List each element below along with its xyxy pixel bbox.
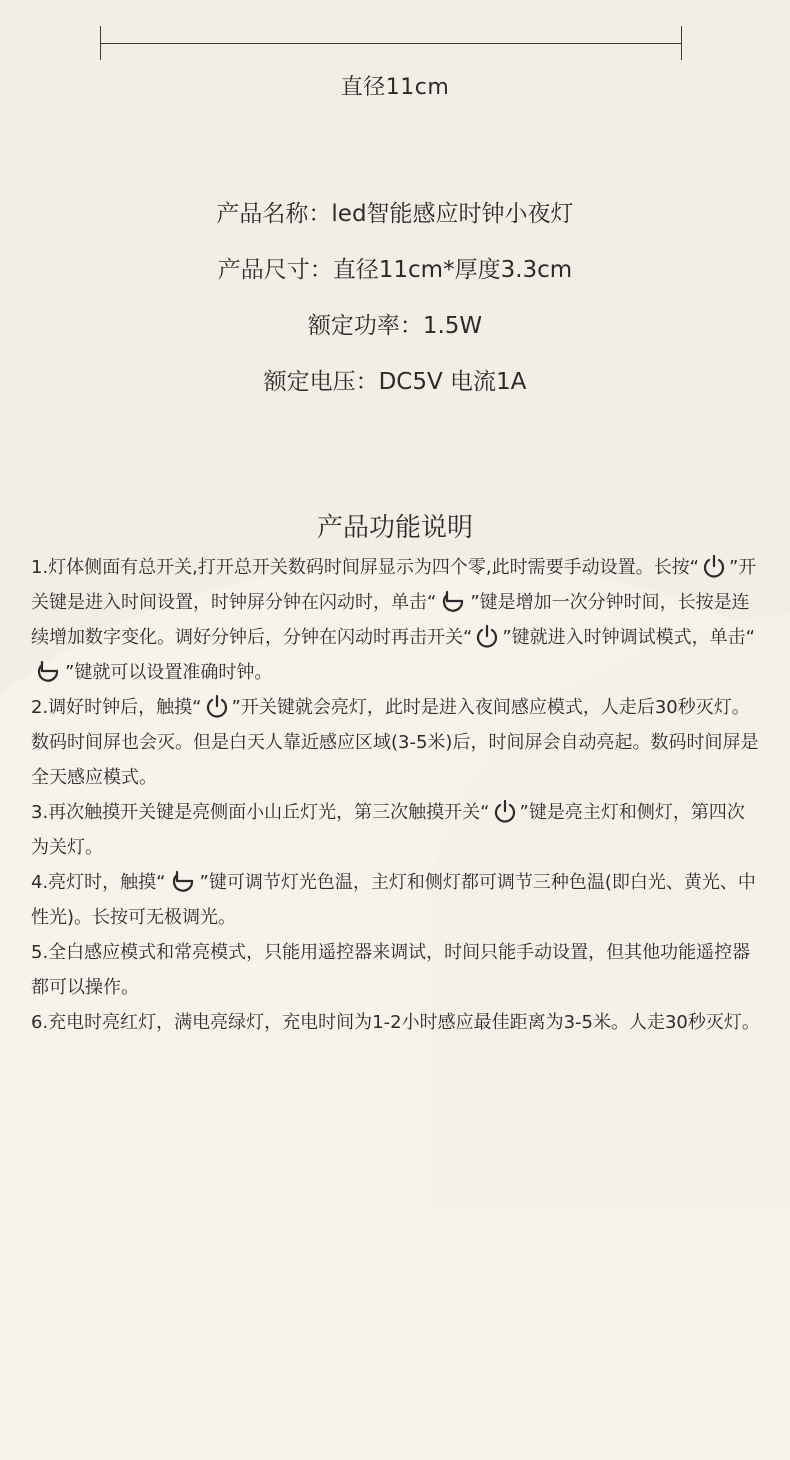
spec-power: 额定功率：1.5W [307,313,483,339]
function-item-5: 5.全白感应模式和常亮模式，只能用遥控器来调试，时间只能手动设置，但其他功能遥控器都可以操作。 [31,942,751,998]
power-icon [701,553,727,579]
function-item-2 [31,690,761,795]
fn2-text-b: ”开关键就会亮灯，此时是进入夜间感应模式，人走后30秒灭灯。数码时间屏也会灭。但是白天人靠近感应区域(3-5米)后，时间屏会自动亮起。数码时间屏是全天感应模式。 [31,697,759,788]
power-icon [204,693,230,719]
fn1-text-c: ”键是增加一次分钟时间，长按是连续增加数字变化。调好分钟后，分钟在闪动时再击开关“ [31,592,750,648]
fn2-text-a: 2.调好时钟后，触摸“ [31,697,202,718]
fn1-text-b: ”开关键是进入时间设置，时钟屏分钟在闪动时，单击“ [31,557,757,613]
fn1-text-a: 1.灯体侧面有总开关,打开总开关数码时间屏显示为四个零,此时需要手动设置。长按“ [31,557,699,578]
power-icon [492,798,518,824]
mode-icon [440,588,466,614]
function-item-1 [31,550,761,690]
function-title: 产品功能说明 [316,513,473,543]
function-item-6: 6.充电时亮红灯，满电亮绿灯，充电时间为1-2小时感应最佳距离为3-5米。人走30秒灭灯。 [31,1012,760,1033]
mode-icon [170,868,196,894]
diameter-ruler [100,26,682,60]
product-specs [0,200,790,424]
function-item-4 [31,865,761,935]
fn4-text-b: ”键可调节灯光色温，主灯和侧灯都可调节三种色温(即白光、黄光、中性光)。长按可无极调光。 [31,872,756,928]
diameter-label: 直径11cm [340,75,450,100]
function-item-3 [31,795,761,865]
fn3-text-b: ”键是亮主灯和侧灯，第四次为关灯。 [31,802,745,858]
function-description [31,550,761,1040]
fn4-text-a: 4.亮灯时，触摸“ [31,872,166,893]
power-icon [474,623,500,649]
spec-size: 产品尺寸：直径11cm*厚度3.3cm [217,257,573,283]
mode-icon [35,658,61,684]
spec-name: 产品名称：led智能感应时钟小夜灯 [216,201,574,227]
fn1-text-d: ”键就进入时钟调试模式，单击“ [502,627,755,648]
spec-voltage: 额定电压：DC5V 电流1A [263,369,527,395]
fn1-text-e: ”键就可以设置准确时钟。 [65,662,273,683]
ruler-line [100,43,682,44]
fn3-text-a: 3.再次触摸开关键是亮侧面小山丘灯光，第三次触摸开关“ [31,802,490,823]
ruler-tick-right [681,26,682,60]
